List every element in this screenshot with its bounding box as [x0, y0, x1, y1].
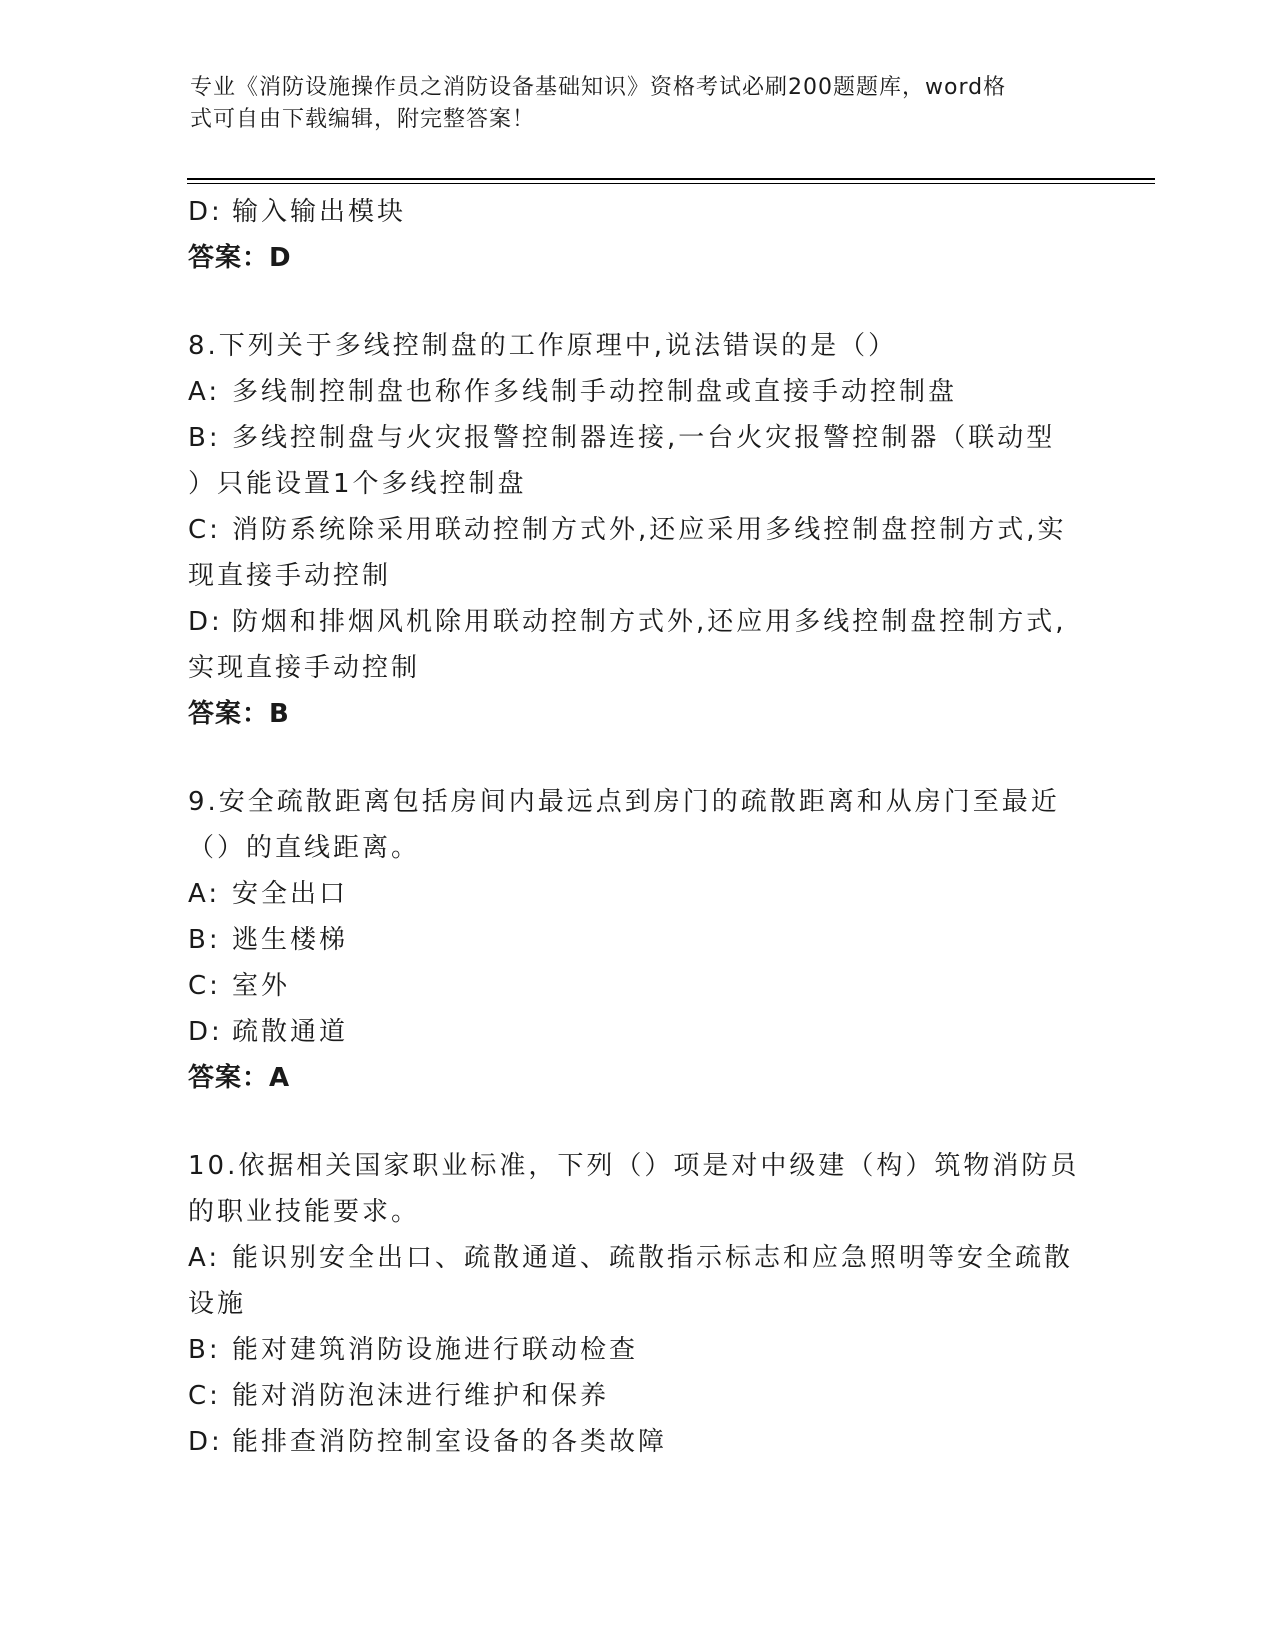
- question-8: [188, 323, 1088, 737]
- option-letter: B:: [188, 1335, 221, 1365]
- option-letter: A:: [188, 377, 221, 407]
- option-letter: A:: [188, 1243, 221, 1273]
- option-text: 能排查消防控制室设备的各类故障: [232, 1427, 668, 1457]
- option-text: 能对消防泡沫进行维护和保养: [232, 1381, 610, 1411]
- option-c-continuation: 现直接手动控制: [188, 561, 392, 591]
- option-text: 能对建筑消防设施进行联动检查: [232, 1335, 639, 1365]
- header-line-1: 专业《消防设施操作员之消防设备基础知识》资格考试必刷200题题库，word格: [190, 75, 1007, 100]
- answer: 答案：A: [188, 1063, 291, 1093]
- option-a: [188, 871, 1088, 917]
- question-gap: [188, 1101, 1088, 1143]
- option-text: 消防系统除采用联动控制方式外,还应采用多线控制盘控制方式,实: [232, 515, 1067, 545]
- option-letter: A:: [188, 879, 221, 909]
- option-b: [188, 1327, 1088, 1373]
- option-d: [188, 1009, 1088, 1055]
- question-10: [188, 1143, 1088, 1465]
- option-d: [188, 189, 1088, 235]
- option-a-continuation: 设施: [188, 1289, 247, 1319]
- option-letter: C:: [188, 1381, 221, 1411]
- option-text: 安全出口: [232, 879, 349, 909]
- option-c: [188, 963, 1088, 1009]
- option-text: 多线制控制盘也称作多线制手动控制盘或直接手动控制盘: [232, 377, 958, 407]
- option-letter: D:: [188, 1017, 223, 1047]
- option-text: 逃生楼梯: [232, 925, 349, 955]
- option-letter: D:: [188, 607, 223, 637]
- question-content: [188, 189, 1088, 1465]
- question-stem: 10.依据相关国家职业标准，下列（）项是对中级建（构）筑物消防员: [188, 1151, 1080, 1181]
- option-a: [188, 369, 1088, 415]
- header-divider-thick: [187, 178, 1155, 180]
- option-b: [188, 415, 1088, 461]
- option-d: [188, 599, 1088, 645]
- question-9: [188, 779, 1088, 1101]
- option-letter: D:: [188, 197, 223, 227]
- question-stem: 8.下列关于多线控制盘的工作原理中,说法错误的是（）: [188, 331, 898, 361]
- option-text: 疏散通道: [232, 1017, 349, 1047]
- option-text: 室外: [232, 971, 291, 1001]
- answer: 答案：D: [188, 243, 292, 273]
- option-letter: D:: [188, 1427, 223, 1457]
- option-a: [188, 1235, 1088, 1281]
- option-text: 能识别安全出口、疏散通道、疏散指示标志和应急照明等安全疏散: [232, 1243, 1074, 1273]
- option-text: 防烟和排烟风机除用联动控制方式外,还应用多线控制盘控制方式,: [232, 607, 1067, 637]
- option-b: [188, 917, 1088, 963]
- option-letter: C:: [188, 515, 221, 545]
- option-d: [188, 1419, 1088, 1465]
- question-stem: 9.安全疏散距离包括房间内最远点到房门的疏散距离和从房门至最近: [188, 787, 1060, 817]
- option-letter: C:: [188, 971, 221, 1001]
- header-line-2: 式可自由下载编辑，附完整答案！: [190, 107, 536, 132]
- option-d-continuation: 实现直接手动控制: [188, 653, 421, 683]
- option-text: 多线控制盘与火灾报警控制器连接,一台火灾报警控制器（联动型: [232, 423, 1056, 453]
- option-letter: B:: [188, 423, 221, 453]
- option-b-continuation: ）只能设置1个多线控制盘: [188, 469, 527, 499]
- question-7-tail: [188, 189, 1088, 281]
- question-gap: [188, 281, 1088, 323]
- document-header: [190, 72, 1070, 136]
- option-c: [188, 1373, 1088, 1419]
- option-c: [188, 507, 1088, 553]
- question-stem-continuation: 的职业技能要求。: [188, 1197, 421, 1227]
- option-text: 输入输出模块: [232, 197, 407, 227]
- header-divider-thin: [187, 183, 1155, 184]
- question-gap: [188, 737, 1088, 779]
- option-letter: B:: [188, 925, 221, 955]
- question-stem-continuation: （）的直线距离。: [188, 833, 421, 863]
- answer: 答案：B: [188, 699, 290, 729]
